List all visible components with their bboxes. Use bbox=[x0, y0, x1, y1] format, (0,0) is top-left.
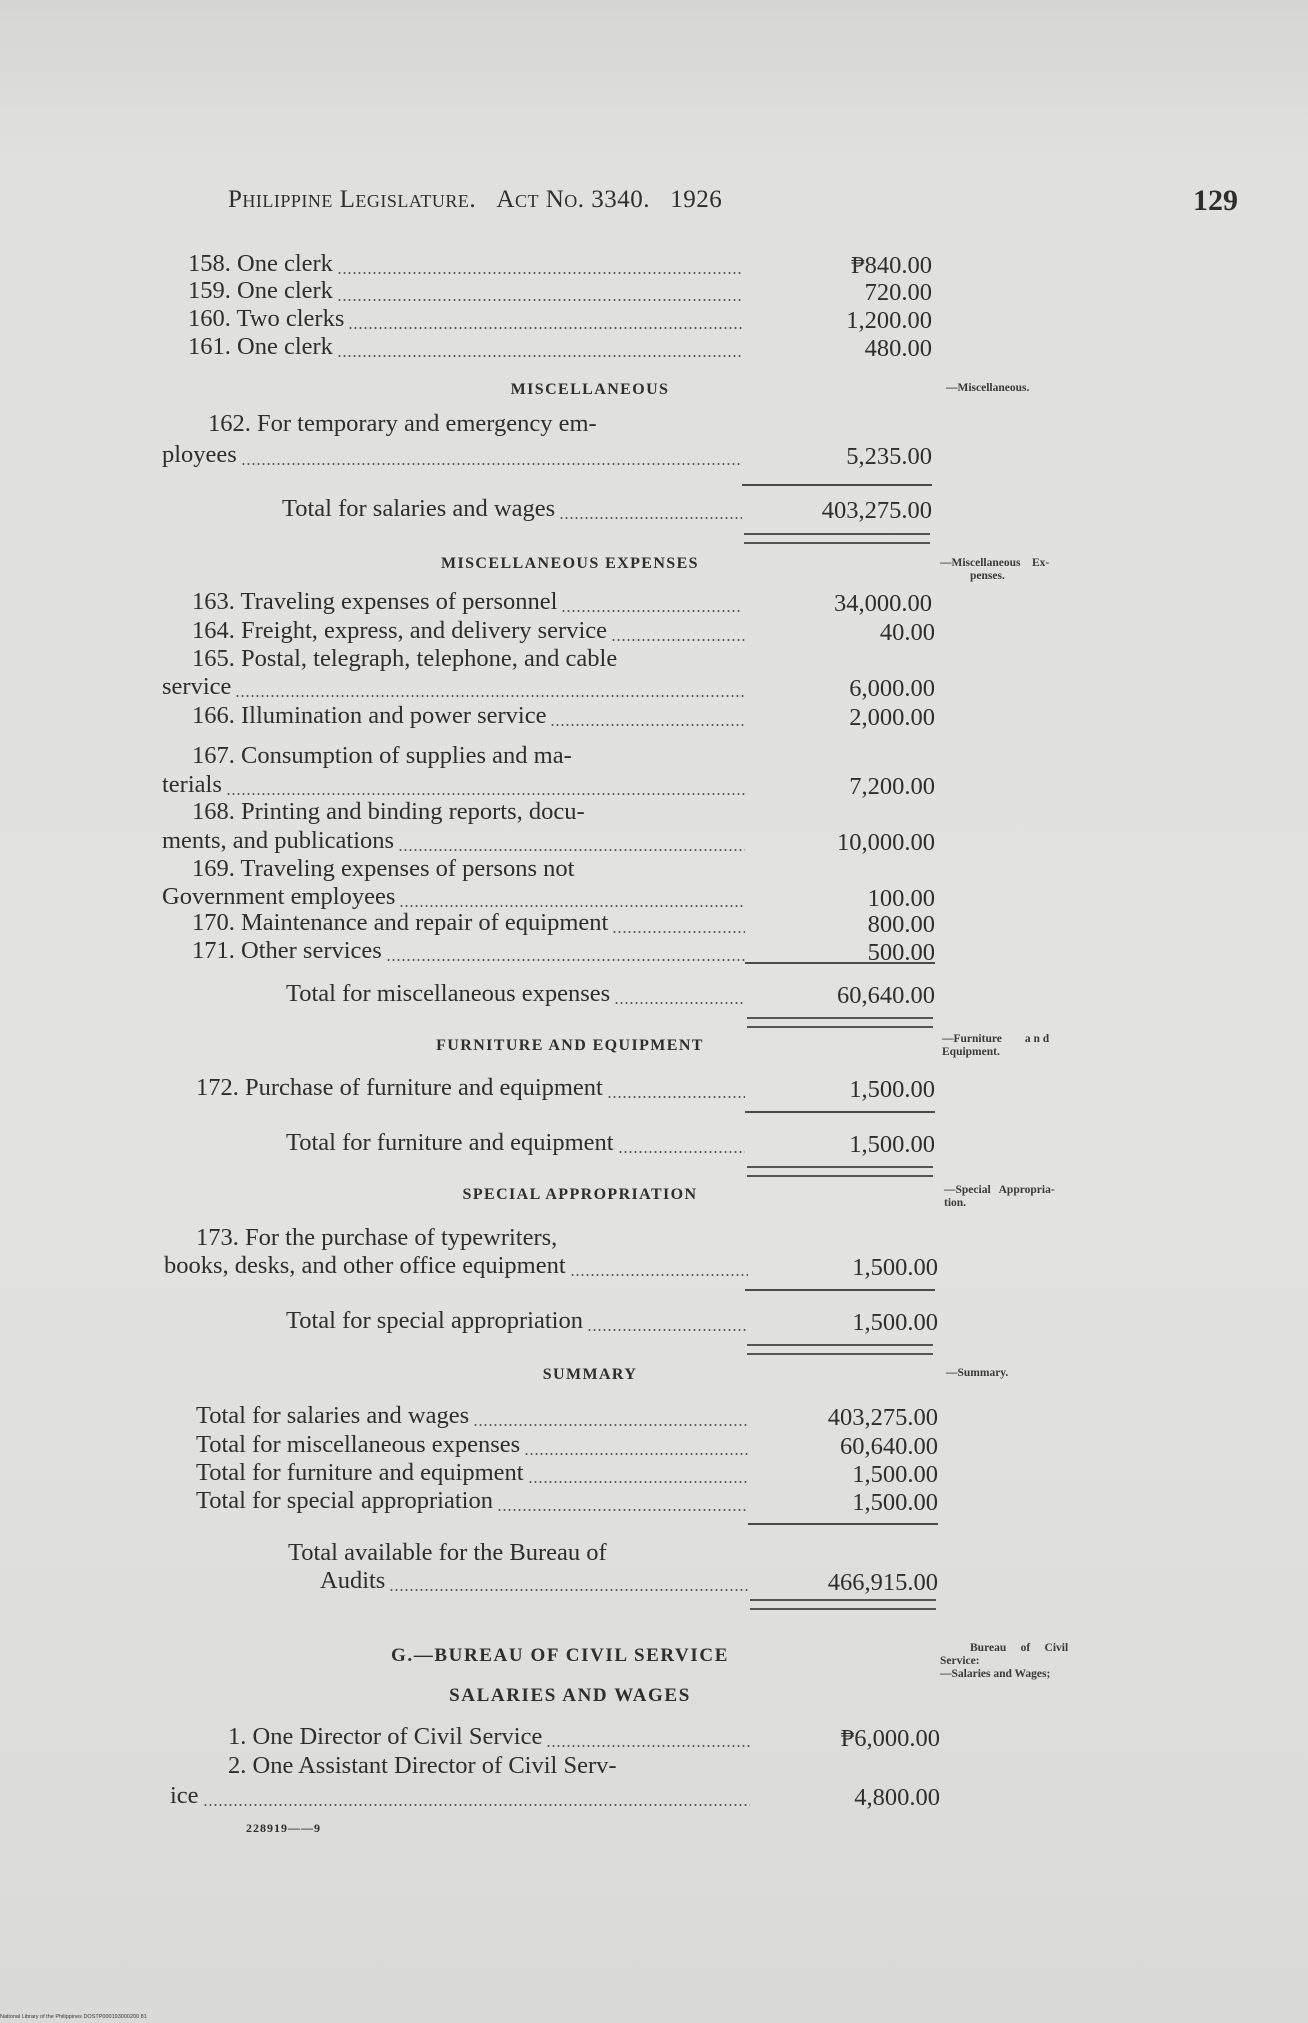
item-label: 1. One Director of Civil Service bbox=[228, 1723, 543, 1750]
item-amount: 2,000.00 bbox=[849, 704, 935, 731]
sum-rule bbox=[745, 1289, 935, 1291]
item-amount: 40.00 bbox=[879, 619, 935, 646]
dot-leader bbox=[612, 931, 745, 933]
margin-note-bureau: Bureau of Civil Service: —Salaries and Wages; bbox=[940, 1642, 1069, 1680]
item-label: 172. Purchase of furniture and equipment bbox=[196, 1074, 603, 1101]
item-label: 161. One clerk bbox=[188, 333, 333, 360]
heading-special-appropriation: SPECIAL APPROPRIATION bbox=[462, 1186, 698, 1203]
item-amount: 403,275.00 bbox=[821, 497, 932, 524]
dot-leader bbox=[337, 299, 742, 301]
item-amount: 1,500.00 bbox=[852, 1489, 938, 1516]
item-label: Total for salaries and wages bbox=[196, 1402, 470, 1429]
item-label: 158. One clerk bbox=[188, 250, 333, 277]
margin-note-summary: —Summary. bbox=[946, 1367, 1009, 1379]
dot-leader bbox=[587, 1329, 748, 1331]
total-double-rule bbox=[747, 1017, 933, 1028]
item-label: 165. Postal, telegraph, telephone, and cable bbox=[192, 645, 618, 672]
item-label: 162. For temporary and emergency em- bbox=[208, 410, 597, 437]
dot-leader bbox=[611, 639, 745, 641]
item-label: Total for furniture and equipment bbox=[286, 1129, 614, 1156]
act-number: Act No. 3340. bbox=[496, 186, 651, 213]
dot-leader bbox=[389, 1589, 748, 1591]
item-amount: 720.00 bbox=[864, 279, 932, 306]
dot-leader bbox=[473, 1424, 748, 1426]
dot-leader bbox=[559, 517, 742, 519]
running-title: Philippine Legislature. bbox=[228, 186, 477, 213]
item-label: 169. Traveling expenses of persons not bbox=[192, 855, 575, 882]
item-amount: 500.00 bbox=[867, 939, 935, 966]
dot-leader bbox=[398, 849, 745, 851]
dot-leader bbox=[570, 1274, 748, 1276]
scan-footer: National Library of the Philippines DOSTP000193000200 81 bbox=[0, 2014, 147, 2020]
dot-leader bbox=[386, 959, 745, 961]
total-double-rule bbox=[747, 1166, 933, 1177]
item-amount: 1,500.00 bbox=[852, 1461, 938, 1488]
sum-rule bbox=[745, 1111, 935, 1113]
page-header bbox=[228, 186, 1238, 226]
item-amount: 1,500.00 bbox=[852, 1309, 938, 1336]
item-label: 159. One clerk bbox=[188, 277, 333, 304]
item-label: Total for special appropriation bbox=[196, 1487, 493, 1514]
running-header bbox=[228, 186, 722, 214]
dot-leader bbox=[348, 327, 742, 329]
dot-leader bbox=[546, 1745, 750, 1747]
dot-leader bbox=[561, 610, 742, 612]
total-double-rule bbox=[744, 533, 930, 544]
item-amount: ₱840.00 bbox=[850, 252, 932, 279]
dot-leader bbox=[524, 1453, 748, 1455]
item-label: 173. For the purchase of typewriters, bbox=[196, 1224, 558, 1251]
heading-miscellaneous: MISCELLANEOUS bbox=[510, 381, 670, 398]
item-amount: 4,800.00 bbox=[854, 1784, 940, 1811]
item-label: Total for salaries and wages bbox=[282, 495, 556, 522]
item-label-continuation: books, desks, and other office equipment bbox=[164, 1252, 566, 1279]
heading-summary: SUMMARY bbox=[542, 1366, 638, 1383]
item-amount: 60,640.00 bbox=[840, 1433, 938, 1460]
dot-leader bbox=[337, 272, 742, 274]
item-amount: 1,500.00 bbox=[852, 1254, 938, 1281]
item-label: 171. Other services bbox=[192, 937, 382, 964]
item-label: 167. Consumption of supplies and ma- bbox=[192, 742, 572, 769]
margin-note-special: —Special Appropria- tion. bbox=[944, 1184, 1055, 1209]
dot-leader bbox=[618, 1151, 745, 1153]
dot-leader bbox=[607, 1096, 745, 1098]
item-amount: 60,640.00 bbox=[837, 982, 935, 1009]
item-amount: 800.00 bbox=[867, 911, 935, 938]
dot-leader bbox=[614, 1002, 745, 1004]
item-label: 166. Illumination and power service bbox=[192, 702, 547, 729]
dot-leader bbox=[550, 724, 745, 726]
item-amount: 7,200.00 bbox=[849, 773, 935, 800]
item-label-continuation: ployees bbox=[162, 441, 237, 468]
sum-rule bbox=[748, 1523, 938, 1525]
dot-leader bbox=[235, 695, 745, 697]
header-year: 1926 bbox=[670, 186, 723, 213]
dot-leader bbox=[226, 793, 745, 795]
dot-leader bbox=[241, 463, 742, 465]
item-amount: 34,000.00 bbox=[834, 590, 932, 617]
dot-leader bbox=[203, 1804, 750, 1806]
item-amount: 1,200.00 bbox=[846, 307, 932, 334]
total-double-rule bbox=[750, 1599, 936, 1610]
item-label-continuation: service bbox=[162, 673, 232, 700]
item-label-continuation: Audits bbox=[320, 1567, 386, 1594]
item-label: Total for miscellaneous expenses bbox=[286, 980, 611, 1007]
item-amount: 480.00 bbox=[864, 335, 932, 362]
item-label: 170. Maintenance and repair of equipment bbox=[192, 909, 609, 936]
margin-note-furniture: —Furniture a n d Equipment. bbox=[942, 1033, 1050, 1058]
item-label-continuation: terials bbox=[162, 771, 222, 798]
item-amount: 403,275.00 bbox=[827, 1404, 938, 1431]
margin-note-misc-expenses: —Miscellaneous Ex- penses. bbox=[940, 557, 1050, 582]
item-label: 163. Traveling expenses of personnel bbox=[192, 588, 558, 615]
item-label: Total for furniture and equipment bbox=[196, 1459, 524, 1486]
margin-note-miscellaneous: —Miscellaneous. bbox=[946, 382, 1030, 394]
item-amount: 6,000.00 bbox=[849, 675, 935, 702]
item-label: 160. Two clerks bbox=[188, 305, 345, 332]
item-amount: 100.00 bbox=[867, 885, 935, 912]
item-amount: 10,000.00 bbox=[837, 829, 935, 856]
dot-leader bbox=[337, 355, 742, 357]
heading-bureau-civil-service: G.—BUREAU OF CIVIL SERVICE bbox=[391, 1645, 729, 1666]
item-amount: 1,500.00 bbox=[849, 1076, 935, 1103]
item-amount: 1,500.00 bbox=[849, 1131, 935, 1158]
dot-leader bbox=[497, 1509, 748, 1511]
item-label-continuation: Government employees bbox=[162, 883, 396, 910]
heading-miscellaneous-expenses: MISCELLANEOUS EXPENSES bbox=[441, 555, 699, 572]
item-label: Total available for the Bureau of bbox=[288, 1539, 607, 1566]
item-label: Total for special appropriation bbox=[286, 1307, 583, 1334]
item-amount: ₱6,000.00 bbox=[840, 1725, 940, 1752]
dot-leader bbox=[399, 905, 745, 907]
item-label: 168. Printing and binding reports, docu- bbox=[192, 798, 585, 825]
item-label-continuation: ments, and publications bbox=[162, 827, 395, 854]
heading-furniture-equipment: FURNITURE AND EQUIPMENT bbox=[436, 1037, 704, 1054]
dot-leader bbox=[528, 1481, 748, 1483]
item-label: 2. One Assistant Director of Civil Serv- bbox=[228, 1752, 617, 1779]
sum-rule bbox=[742, 484, 932, 486]
total-double-rule bbox=[747, 1344, 933, 1355]
item-label: 164. Freight, express, and delivery service bbox=[192, 617, 608, 644]
item-amount: 466,915.00 bbox=[827, 1569, 938, 1596]
signature-mark: 228919——9 bbox=[246, 1821, 321, 1835]
heading-salaries-and-wages: SALARIES AND WAGES bbox=[449, 1685, 691, 1706]
item-label: Total for miscellaneous expenses bbox=[196, 1431, 521, 1458]
item-label-continuation: ice bbox=[170, 1782, 199, 1809]
page-number: 129 bbox=[1193, 184, 1238, 217]
item-amount: 5,235.00 bbox=[846, 443, 932, 470]
